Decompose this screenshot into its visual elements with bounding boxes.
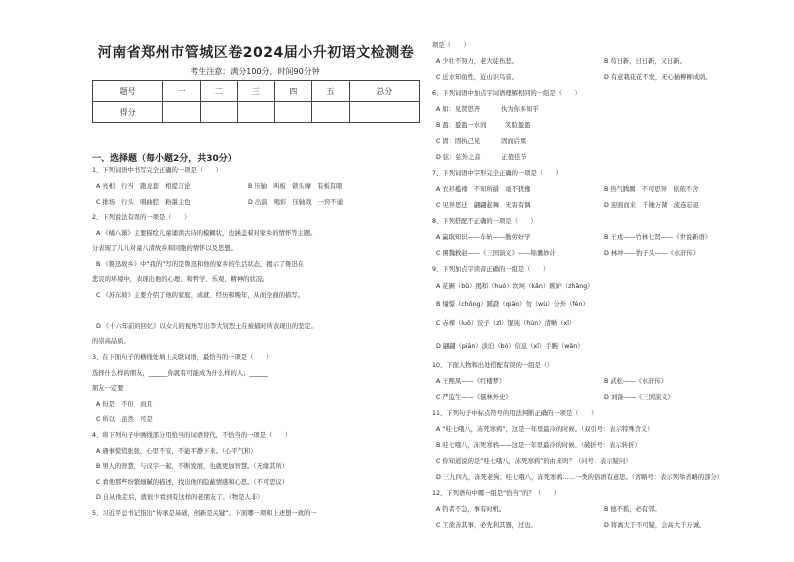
score-cell: 一 bbox=[163, 81, 200, 102]
option-line: C 排场 行头 唱曲腔 粉墨主色 bbox=[96, 199, 191, 206]
option-line: B 《鲁迅故乡》中“我的”写的是鲁迅和他的家乡的生活状态，揭示了鲁迅在 bbox=[96, 261, 305, 268]
option-line: C 固：固执己见 固而后果 bbox=[436, 138, 527, 145]
option-line: D 三九四九，冻死老狗；哇七哦八，冻死寒鸦……一类的俗语有意思。（省略号：表示列举省略的部分） bbox=[436, 474, 724, 481]
question-line: 3、在下面句子的横线处填上关联词语，最恰当的一项是（ ） bbox=[92, 354, 273, 361]
option-line: B 压轴 叫板 锁头摩 有板有眼 bbox=[248, 183, 343, 190]
option-line: D 将离大于不可疑，会高大千万诚。 bbox=[604, 522, 706, 529]
score-input-cell[interactable] bbox=[163, 102, 200, 123]
option-line: D 弦：弦外之音 正值佳节 bbox=[436, 154, 527, 161]
option-line: B 德不孤，必有邻。 bbox=[604, 506, 661, 513]
option-line: D 林冲——豹子头——《水浒传》 bbox=[604, 250, 700, 257]
option-line: B 王戎——竹林七贤——《世说新语》 bbox=[604, 234, 712, 241]
text-line: 分表现了儿儿对童八清故乡和同胞的情怀以及思想。 bbox=[92, 245, 237, 252]
option-line: C 看他那些纷繁细腻的描述，找出他的隐蔽情感和心思。（不可思议） bbox=[96, 479, 289, 486]
option-line: A 《橘八渐》主要描绘儿童诵读古诗的模糊状，也涵盖着对家乡的情怀等主题。 bbox=[96, 230, 317, 237]
score-input-cell[interactable] bbox=[275, 102, 312, 123]
score-cell: 题号 bbox=[93, 81, 163, 102]
option-line: D 刘备——《三国演义》 bbox=[604, 394, 674, 401]
question-line: 9、下列加点字读音正确的一组是（ ） bbox=[432, 266, 550, 273]
option-line: C 赤裸（luǒ）饺子（zǐ）馄饨（hún）清晰（xī） bbox=[436, 320, 576, 327]
question-line: 1、下列词语中书写完全正确的一项是（ ） bbox=[92, 167, 222, 174]
option-line: C 严监生——《儒林外史》 bbox=[436, 394, 512, 401]
option-line: A 亮相 行当 跑龙套 相提言论 bbox=[96, 183, 191, 190]
score-table-header-row bbox=[93, 81, 420, 102]
text-line: 朋友一定要 bbox=[92, 385, 124, 392]
option-line: A 赢取知识——车轨——勤劳好学 bbox=[436, 234, 531, 241]
option-line: A “哇七哦八，冻死寒鸦”，这是一年里最冷的时候。（双引号：表示特殊含义） bbox=[436, 426, 654, 433]
option-line: A 钓者不急，事有时机。 bbox=[436, 506, 506, 513]
option-line: B 憧憬（chōng）蹊跷（qiāo）勿（wù）分外（fèn） bbox=[436, 301, 589, 308]
text-line: 的崇高品质。 bbox=[92, 338, 130, 345]
text-line: 选择什么样的朋友，______你就有可能成为什么样的人；______ bbox=[92, 370, 269, 377]
option-line: D 有意栽花花不发，无心插柳柳成荫。 bbox=[604, 74, 712, 81]
score-cell: 四 bbox=[275, 81, 312, 102]
option-line: B 男人的智慧，与汉字一起，不断发展，也就更加智慧。（无缘其所） bbox=[96, 463, 289, 470]
score-cell: 五 bbox=[312, 81, 349, 102]
score-cell: 二 bbox=[200, 81, 237, 102]
option-line: B 苟日新，日日新，又日新。 bbox=[604, 58, 686, 65]
score-input-cell[interactable] bbox=[200, 102, 237, 123]
option-line: D 翩翩（piān）淡泊（bó）信息（xī）手腕（wǎn） bbox=[436, 343, 584, 350]
option-line: A 遇事慌慌张张，心里不安，不能平静下来。（心平气和） bbox=[96, 448, 257, 455]
text-line: 项是（ ） bbox=[432, 42, 470, 49]
text-line: 悲哀的环境中，表现出他的心理、和哲学、乐观、精神的状况。 bbox=[92, 276, 269, 283]
option-line: C 《苏东坡》主要介绍了他的家庭、成就、经历和晚年，从而全面的描写。 bbox=[96, 292, 304, 299]
option-line: C 围魏救赵——《三国演义》——锦囊妙计 bbox=[436, 250, 556, 257]
score-input-cell[interactable] bbox=[349, 102, 419, 123]
score-cell: 总分 bbox=[349, 81, 419, 102]
score-input-cell[interactable] bbox=[312, 102, 349, 123]
question-line: 2、下列说法有误的一项是（ ） bbox=[92, 214, 191, 221]
option-line: D 《十六年前的回忆》以女儿的视角写出李大钊烈士在被捕时所表现出的坚定。 bbox=[96, 323, 317, 330]
question-line: 4、将下列句子中画线部分用恰当的词语替代，不恰当的一项是（ ） bbox=[92, 432, 292, 439]
option-line: D 自从他走后，就很少看到有这样的老朋友了。（物是人非） bbox=[96, 494, 264, 501]
question-line: 6、下列词语中加点字词语理解相同的一组是（ ） bbox=[432, 90, 581, 97]
score-input-cell[interactable] bbox=[237, 102, 274, 123]
option-line: C 近水知鱼性，近山识鸟音。 bbox=[436, 74, 518, 81]
question-line: 12、下列语句中哪一组是“恰当”的？（ ） bbox=[432, 490, 560, 497]
option-line: B 武松——《水浒传》 bbox=[604, 378, 667, 385]
question-line: 8、下列搭配不正确的一项是（ ） bbox=[432, 218, 537, 225]
question-line: 10、下面人物和出处搭配有误的一组是（） bbox=[432, 362, 554, 369]
option-line: A 衣衫褴褛 不知所措 毫不犹豫 bbox=[436, 186, 531, 193]
option-line: A 如：见贤思齐 执为你多知乎 bbox=[436, 106, 539, 113]
question-line: 11、下列句子中标点符号的用法判断正确的一项是（ ） bbox=[432, 410, 598, 417]
option-line: A 少壮不努力，老大徒伤悲。 bbox=[436, 58, 518, 65]
question-line: 5、习近平总书记指出“传承是基础，创新是关键”。下面哪一项和上述想一致的一 bbox=[92, 510, 317, 517]
section-heading: 一、选择题（每小题2分，共30分） bbox=[92, 154, 237, 164]
score-cell: 三 bbox=[237, 81, 274, 102]
page-title: 河南省郑州市管城区卷2024届小升初语文检测卷 bbox=[97, 45, 415, 61]
option-line: C 工欲善其事，必先利其器，过也。 bbox=[436, 522, 537, 529]
score-cell: 得分 bbox=[93, 102, 163, 123]
option-line: B 哇七哦八，冻死寒鸦——这是一年里最冷的时候。（破折号：表示转折） bbox=[436, 442, 641, 449]
option-line: A 王熙凤——《红楼梦》 bbox=[436, 378, 506, 385]
option-line: A 花圃（bǔ）揭和（huó）坎坷（kǎn）嫉妒（zhāng） bbox=[436, 283, 594, 290]
option-line: B 盈：盈盈一水间 笑脸盈盈 bbox=[436, 122, 531, 129]
score-table bbox=[92, 80, 420, 123]
exam-notice: 考生注意：满分100分，时间90分钟 bbox=[190, 67, 320, 76]
score-table-score-row bbox=[93, 102, 420, 123]
option-line: D 出演 喝彩 压轴戏 一窍不通 bbox=[248, 199, 344, 206]
option-line: A 但是 不但 而且 bbox=[96, 401, 153, 408]
option-line: C 所以 虽然 可是 bbox=[96, 416, 153, 423]
option-line: C 见异思迁 翩翩起舞 无害有偶 bbox=[436, 202, 531, 209]
option-line: C 你知道说的是“哇七哦八，冻死寒鸦”的由来吗？（问号：表示疑问） bbox=[436, 458, 632, 465]
option-line: B 热气腾腾 不可思异 依依不舍 bbox=[604, 186, 699, 193]
option-line: D 迎面而来 千锤万凿 流连忘返 bbox=[604, 202, 700, 209]
question-line: 7、下列词语中字形完全正确的一项是（ ） bbox=[432, 170, 562, 177]
